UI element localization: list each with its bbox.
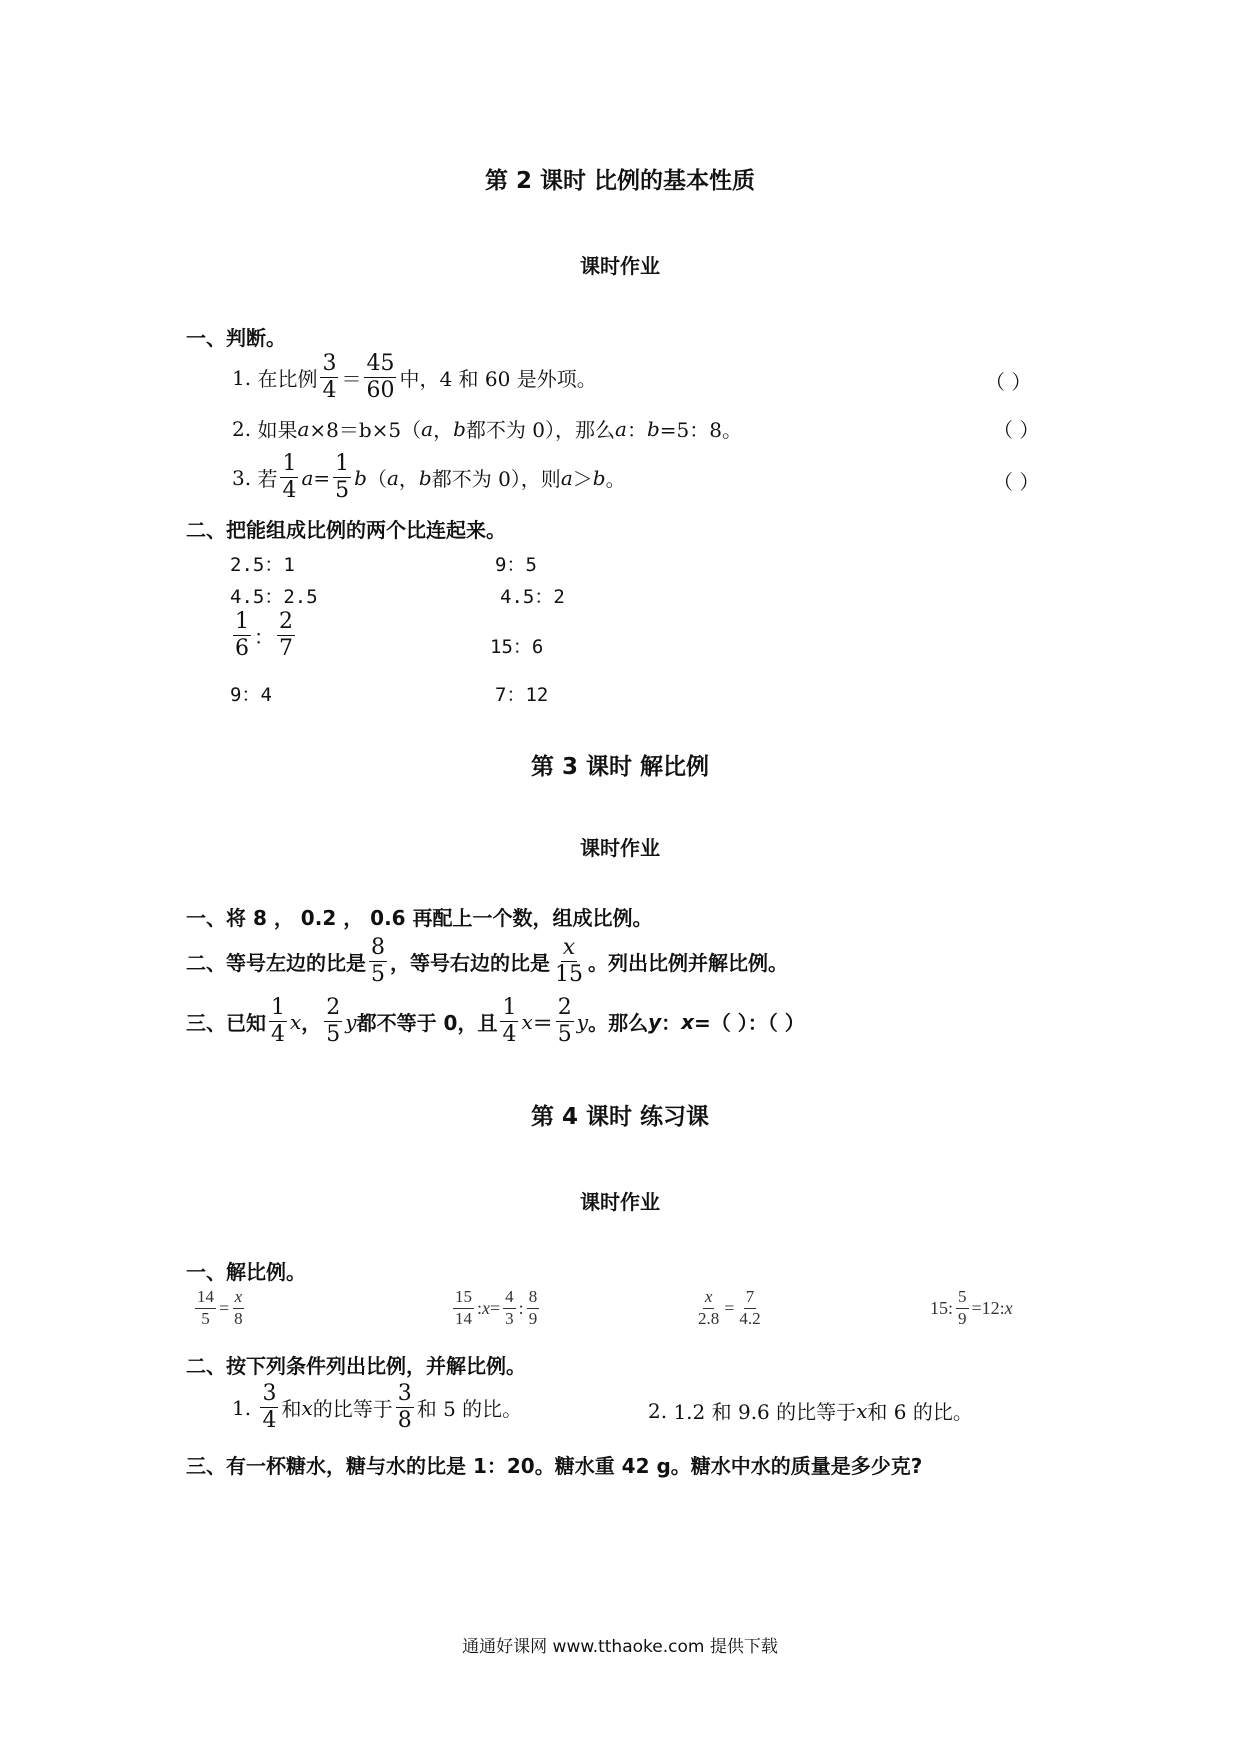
lesson2-title: 第 2 课时 比例的基本性质 [484,168,756,194]
fraction: $\frac{2}{7}$ [279,609,293,662]
fraction: $\frac{4}{3}$ [505,1287,514,1328]
lesson3-title: 第 3 课时 解比例 [530,754,710,780]
ratio-left-1[interactable]: 2.5：1 [230,554,295,576]
lesson2-judge-q2: 2. 如果 a ×8＝b×5（ a ， b 都不为 0），那么 a ： b =5：8。 [232,416,742,442]
solve-eq-2: $\frac{15}{14}$ : x = $\frac{4}{3}$ : $\frac{8}{9}$ [455,1287,538,1328]
lesson4-subtitle: 课时作业 [580,1190,660,1214]
lesson3-q1: 一、将 8 ， 0.2 ， 0.6 再配上一个数，组成比例。 [186,906,653,930]
fraction: $\frac{5}{9}$ [958,1287,967,1328]
fraction: $\frac{3}{4}$ [262,1381,277,1434]
fraction: $\frac{1}{4}$ [271,995,285,1048]
solve-eq-1: $\frac{14}{5}$ = $\frac{x}{8}$ [197,1287,243,1328]
fraction: $\frac{14}{5}$ [197,1287,214,1328]
ratio-left-3[interactable]: $\frac{1}{6}$ ： $\frac{2}{7}$ [235,609,293,662]
lesson2-part2-heading: 二、把能组成比例的两个比连起来。 [186,518,506,542]
answer-paren-q1[interactable]: （ ） [985,370,1032,394]
ratio-left-2[interactable]: 4.5：2.5 [230,586,318,608]
ratio-right-1[interactable]: 9：5 [495,554,537,576]
fraction: $\frac{8}{5}$ [371,935,385,988]
fraction: $\frac{1}{4}$ [282,451,297,504]
fraction: $\frac{1}{5}$ [335,451,350,504]
lesson3-q3: 三、已知 $\frac{1}{4}$ x ， $\frac{2}{5}$ y 都不等于 0，且 $\frac{1}{4}$ x ＝ $\frac{2}{5}$ y 。那么 y ： x =（ ）：（ ） [186,995,805,1048]
fraction: $\frac{2}{5}$ [326,995,341,1048]
fraction: $\frac{2}{5}$ [557,995,572,1048]
lesson4-part2-heading: 二、按下列条件列出比例，并解比例。 [186,1354,526,1378]
ratio-right-2[interactable]: 4.5：2 [500,586,565,608]
ratio-right-3[interactable]: 15：6 [490,636,544,658]
fraction: $\frac{1}{4}$ [502,995,517,1048]
lesson3-subtitle: 课时作业 [580,836,660,860]
fraction: $\frac{8}{9}$ [528,1287,538,1328]
fraction: $\frac{45}{60}$ [366,351,395,404]
ratio-left-4[interactable]: 9：4 [230,684,272,706]
fraction: $\frac{x}{15}$ [555,935,583,988]
footer-source: 通通好课网 www.tthaoke.com 提供下载 [462,1637,778,1657]
lesson2-subtitle: 课时作业 [580,254,660,278]
fraction: $\frac{7}{4.2}$ [739,1287,761,1328]
solve-eq-3: $\frac{x}{2.8}$ = $\frac{7}{4.2}$ [698,1287,761,1328]
lesson4-part2-q2: 2. 1.2 和 9.6 的比等于 x 和 6 的比。 [648,1398,973,1424]
answer-paren-q2[interactable]: （ ） [993,418,1040,442]
ratio-right-4[interactable]: 7：12 [495,684,549,706]
lesson3-q2: 二、等号左边的比是 $\frac{8}{5}$ ，等号右边的比是 $\frac{x}{15}$ 。列出比例并解比例。 [186,935,788,988]
fraction: $\frac{15}{14}$ [455,1287,472,1328]
fraction: $\frac{x}{8}$ [234,1287,243,1328]
lesson2-part1-heading: 一、判断。 [186,326,286,350]
lesson4-title: 第 4 课时 练习课 [530,1104,710,1130]
fraction: $\frac{1}{6}$ [235,609,249,662]
fraction: $\frac{3}{8}$ [397,1381,412,1434]
solve-eq-4: 15: $\frac{5}{9}$ =12: x [930,1287,1013,1328]
fraction: $\frac{3}{4}$ [322,351,337,404]
lesson4-part3: 三、有一杯糖水，糖与水的比是 1：20。糖水重 42 g。糖水中水的质量是多少克? [186,1454,923,1478]
lesson2-judge-q3: 3. 若 $\frac{1}{4}$ a = $\frac{1}{5}$ b （ a ， b 都不为 0），则 a ＞ b 。 [232,451,626,504]
fraction: $\frac{x}{2.8}$ [698,1287,720,1328]
answer-paren-q3[interactable]: （ ） [993,470,1040,494]
lesson4-part1-heading: 一、解比例。 [186,1260,306,1284]
lesson2-judge-q1: 1. 在比例 $\frac{3}{4}$ ＝ $\frac{45}{60}$ 中，4 和 60 是外项。 [232,351,597,404]
lesson4-part2-q1: 1. $\frac{3}{4}$ 和 x 的比等于 $\frac{3}{8}$ 和 5 的比。 [232,1381,523,1434]
